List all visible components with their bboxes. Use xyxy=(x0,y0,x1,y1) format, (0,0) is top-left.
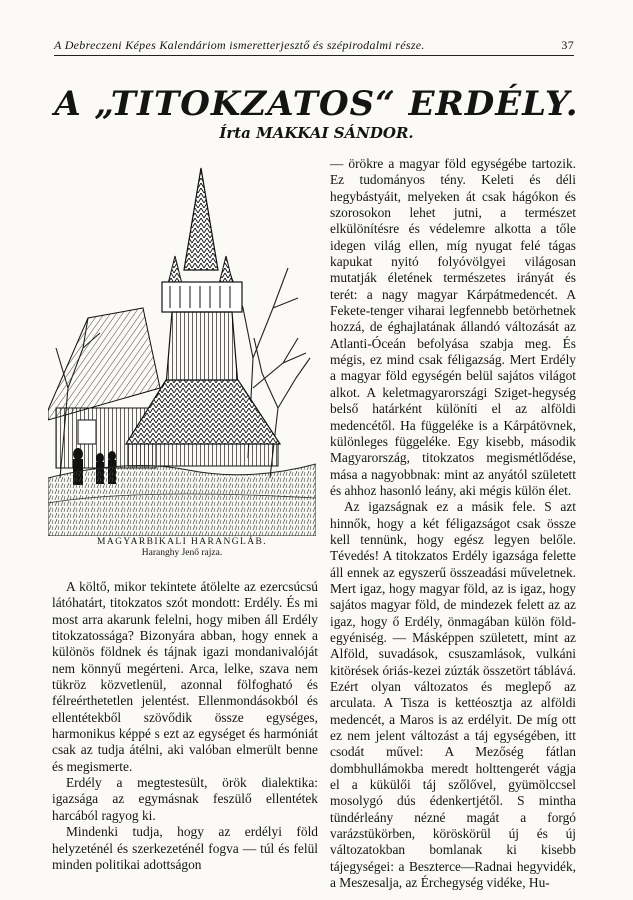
article-title: A „TITOKZATOS“ ERDÉLY. xyxy=(54,84,579,124)
page-number: 37 xyxy=(561,38,574,52)
left-paragraph-1: A költő, mikor tekintete átölelte az ezercsúcsú látóhatárt, titokzatos szót mondott: Erdély. És mi most arra akarunk felelni, hogy miben áll Erdély titokzatossága? Bizonyára abban, hogy ennek a különös földnek és tájnak igazi mondanivalóját nem könnyű megérteni. Arca, lelke, szava nem tükröz közvetlenül, azonnal fölfogható és félreérthetetlen jelentést. Ellenmondásokból és ellentétekből szövődik össze egységes, harmonikus képpé s ezt az egységet és harmóniát csak az tudja átélni, aki valóban elmerült benne és megismerte. xyxy=(52,579,318,774)
caption-credit: Haranghy Jenő rajza. xyxy=(141,548,223,558)
running-header xyxy=(54,38,574,53)
figure-caption xyxy=(48,537,316,558)
right-column xyxy=(330,156,576,891)
left-column xyxy=(52,579,318,873)
left-paragraph-2: Erdély a megtestesült, örök dialektika: igazsága az egymásnak feszülő ellentétek harcából ragyog ki. xyxy=(52,775,318,823)
header-rule xyxy=(54,55,574,56)
left-paragraph-3: Mindenki tudja, hogy az erdélyi föld helyzeténél és szerkezeténél fogva — túl és felül minden politikai adottságon xyxy=(52,824,318,872)
caption-title: MAGYARBIKALI HARANGLÁB. xyxy=(97,537,267,547)
running-title: A Debreczeni Képes Kalendáriom ismeretterjesztő és szépirodalmi része. xyxy=(54,38,425,52)
article-byline: Írta MAKKAI SÁNDOR. xyxy=(219,124,414,142)
bell-tower-illustration xyxy=(48,158,316,536)
right-paragraph-1: — örökre a magyar föld egységébe tartozik. Ez tudományos tény. Keleti és déli hegybástyáit, melyeken át csak hágókon és szorosokon lehet jutni, a természet elkülönítésre és védelemre alkotta a tőle idegen világ ellen, míg nyugat felé tágas kapukat nyitó folyóvölgyei világosan mutatják életének természetes irányát és terét: a nagy magyar Kárpátmedencét. A Fekete-tenger viharai legfennebb betörhetnek hozzá, de éghajlatának állandó változását az Atlanti-Óceán befolyása szabja meg. És mégis, ez mind csak féligazság. Mert Erdély a magyar föld egységén belül sajátos világot alkot. A keletmagyarországi Sziget-hegység belső határként különíti el az alföldi medencétől. Ha függeléke is a Kárpátövnek, különleges függeléke. Egy kisebb, második Magyarország, titokzatos megismétlődése, mása a nagyobbnak: mint az anyától született és ahhoz hasonló leány, aki mégis külön élet. xyxy=(330,156,576,498)
right-paragraph-2: Az igazságnak ez a másik fele. S azt hinnők, hogy a két féligazságot csak össze kell tennünk, hogy egész legyen belőle. Tévedés! A titokzatos Erdély igazsága felette áll ennek az egyszerű összeadási műveletnek. Mert igaz, hogy magyar föld, az is igaz, hogy sajátos magyar föld, de mindezek felett az az igaz, hogy ő Erdély, önmagában külön föld-egyéniség. — Másképpen született, mint az Alföld, suvadások, csuszamlások, vulkáni kitörések óriás-kezei zúzták összetört táblává. Ezért olyan változatos és meglepő az arculata. A Tisza is kettéosztja az alföldi medencét, a Maros is az erdélyit. De míg ott ez nem jelent változást a táj egységében, itt csodát művel: A Mezőség fátlan dombhullámokba meredt holttengerét vágja el a kükülői táj szőlővel, gyümölccsel mosolygó dús édenkertjétől. S mintha tündérleány nézné magát a forgó varázstükörben, köröskörül új és új változatokban bomlanak ki kisebb tájegységei: a Beszterce—Radnai hegyvidék, a Meszesalja, az Érchegység vidéke, Hu- xyxy=(330,499,576,891)
